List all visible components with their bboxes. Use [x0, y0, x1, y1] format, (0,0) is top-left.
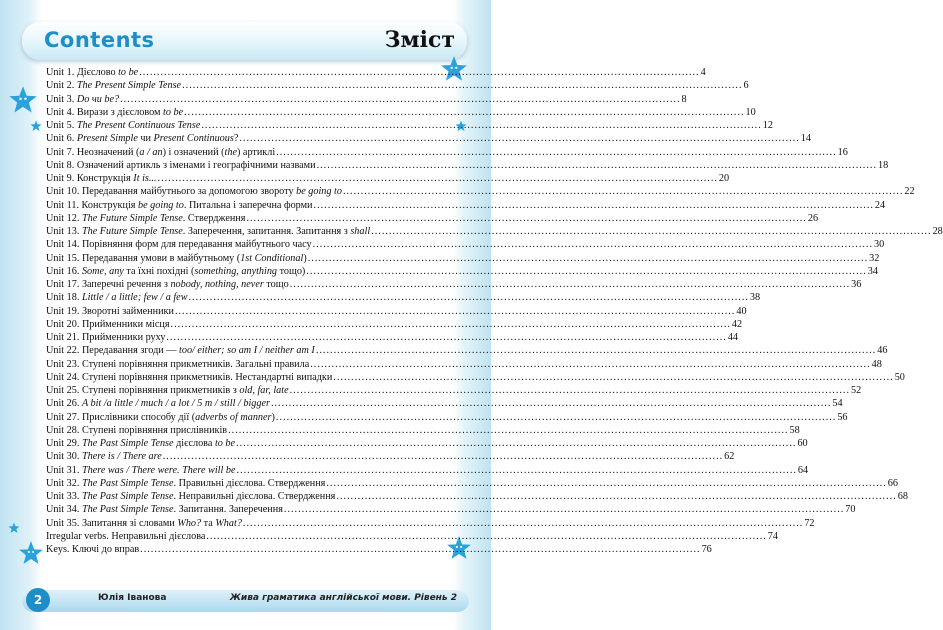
toc-entry-title: Unit 16. Some, any та їхні похідні (something, anything тощо) — [46, 265, 306, 277]
toc-dot-leader — [206, 530, 766, 543]
toc-entry-title: Unit 25. Ступені порівняння прикметників з old, far, late — [46, 385, 289, 396]
star-icon — [30, 120, 42, 132]
toc-entry[interactable] — [46, 331, 739, 344]
toc-dot-leader — [236, 437, 796, 450]
toc-entry[interactable] — [46, 344, 888, 357]
toc-page-number: 36 — [851, 279, 862, 290]
toc-dot-leader — [310, 358, 870, 371]
toc-entry-title: Unit 22. Передавання згоди — too/ either; so am I / neither am I — [46, 345, 315, 357]
toc-page-number: 12 — [762, 120, 773, 131]
toc-entry[interactable] — [46, 66, 706, 79]
toc-page-number: 4 — [700, 67, 706, 78]
toc-page-number: 46 — [877, 345, 888, 357]
toc-entry[interactable] — [46, 212, 819, 225]
toc-dot-leader — [139, 66, 699, 79]
toc-entry[interactable] — [46, 450, 735, 463]
toc-page-number: 56 — [837, 411, 848, 423]
toc-page-number: 38 — [749, 292, 761, 304]
toc-entry[interactable] — [46, 318, 743, 331]
toc-entry-title: Unit 5. The Present Continuous Tense — [46, 120, 201, 131]
page-title-ua: Зміст — [384, 27, 455, 53]
toc-dot-leader — [336, 490, 896, 503]
toc-entry-title: Unit 23. Ступені порівняння прикметників. Загальні правила — [46, 358, 310, 370]
toc-entry-title: Unit 34. The Past Simple Tense. Запитання. Заперечення — [46, 504, 283, 516]
toc-entry-title: Keys. Ключі до вправ — [46, 544, 140, 555]
toc-entry-title: Irregular verbs. Неправильні дієслова — [46, 530, 206, 542]
toc-dot-leader — [271, 397, 831, 410]
toc-entry-title: Unit 24. Ступені порівняння прикметників. Нестандартні випадки — [46, 371, 333, 383]
toc-dot-leader — [371, 225, 931, 238]
toc-dot-leader — [306, 265, 866, 278]
toc-entry[interactable] — [46, 543, 712, 556]
toc-dot-leader — [317, 159, 877, 172]
toc-page-number: 68 — [897, 491, 908, 502]
toc-entry[interactable] — [46, 305, 747, 318]
toc-dot-leader — [333, 371, 893, 384]
toc-entry[interactable] — [46, 490, 908, 503]
toc-page-number: 26 — [807, 212, 819, 224]
toc-dot-leader — [290, 384, 850, 397]
toc-entry[interactable] — [46, 146, 848, 159]
toc-dot-leader — [239, 132, 799, 145]
toc-dot-leader — [316, 344, 876, 357]
toc-entry[interactable] — [46, 79, 749, 92]
toc-entry-title: Unit 18. Little / a little; few / a few — [46, 292, 188, 304]
toc-entry-title: Unit 28. Ступені порівняння прислівників — [46, 424, 228, 436]
footer-author: Юлія Іванова — [98, 593, 167, 603]
toc-entry-title: Unit 4. Вирази з дієсловом to be — [46, 106, 184, 118]
toc-page-number: 6 — [743, 80, 749, 92]
toc-dot-leader — [228, 424, 788, 437]
toc-page-number: 48 — [871, 358, 882, 370]
toc-dot-leader — [290, 278, 850, 291]
toc-dot-leader — [246, 212, 806, 225]
toc-entry-title: Unit 20. Прийменники місця — [46, 318, 170, 330]
toc-entry[interactable] — [46, 265, 878, 278]
page-number: 2 — [26, 588, 50, 612]
toc-entry-title: Unit 9. Конструкція It is... — [46, 173, 157, 184]
toc-page-number: 70 — [845, 504, 856, 516]
toc-page-number: 58 — [789, 424, 800, 436]
toc-page-number: 22 — [904, 186, 915, 198]
toc-entry-title: Unit 12. The Future Simple Tense. Ствердження — [46, 212, 246, 224]
toc-page-number: 42 — [731, 318, 743, 330]
toc-page-number: 28 — [932, 226, 943, 237]
star-icon — [8, 85, 38, 115]
toc-dot-leader — [308, 252, 868, 265]
toc-entry-title: Unit 14. Порівняння форм для передавання майбутнього часу — [46, 239, 312, 251]
toc-entry-title: Unit 6. Present Simple чи Present Continuous? — [46, 133, 239, 145]
toc-entry[interactable] — [46, 384, 862, 397]
toc-entry[interactable] — [46, 358, 882, 371]
toc-entry[interactable] — [46, 132, 811, 145]
toc-dot-leader — [158, 172, 718, 185]
toc-entry[interactable] — [46, 477, 898, 490]
toc-page-number: 50 — [894, 371, 905, 383]
toc-entry[interactable] — [46, 172, 730, 185]
toc-page-number: 8 — [681, 93, 687, 105]
star-icon — [8, 522, 20, 534]
toc-entry[interactable] — [46, 411, 848, 424]
toc-entry-title: Unit 32. The Past Simple Tense. Правильні дієслова. Ствердження — [46, 477, 326, 489]
toc-entry-title: Unit 1. Дієслово to be — [46, 67, 139, 78]
toc-entry[interactable] — [46, 397, 843, 410]
toc-entry-title: Unit 11. Конструкція be going to. Питальна і заперечна форми — [46, 199, 313, 211]
toc-entry-title: Unit 26. A bit /a little / much / a lot / 5 m / still / bigger — [46, 398, 270, 410]
toc-page-number: 14 — [800, 133, 811, 145]
toc-page-number: 52 — [851, 385, 862, 396]
footer-book-title: Жива граматика англійської мови. Рівень 2 — [229, 593, 457, 603]
toc-dot-leader — [201, 119, 761, 132]
toc-entry[interactable] — [46, 517, 815, 530]
toc-dot-leader — [326, 477, 886, 490]
toc-entry[interactable] — [46, 93, 687, 106]
toc-page-number: 44 — [727, 332, 739, 343]
toc-dot-leader — [276, 146, 836, 159]
toc-entry[interactable] — [46, 278, 862, 291]
toc-entry-title: Unit 10. Передавання майбутнього за допомогою звороту be going to — [46, 186, 342, 198]
page-title-en: Contents — [44, 28, 155, 52]
toc-entry[interactable] — [46, 199, 886, 212]
toc-page-number: 16 — [837, 146, 848, 158]
toc-dot-leader — [237, 464, 797, 477]
toc-dot-leader — [120, 93, 680, 106]
toc-dot-leader — [166, 331, 726, 344]
toc-dot-leader — [171, 318, 731, 331]
toc-page-number: 18 — [877, 159, 889, 171]
toc-entry-title: Unit 35. Запитання зі словами Who? та What? — [46, 517, 242, 529]
toc-dot-leader — [343, 185, 903, 198]
toc-entry[interactable] — [46, 185, 915, 198]
toc-page-number: 76 — [701, 544, 712, 555]
toc-page-number: 20 — [718, 173, 730, 184]
toc-page-number: 62 — [724, 451, 735, 463]
toc-dot-leader — [182, 79, 742, 92]
toc-dot-leader — [163, 450, 723, 463]
toc-entry[interactable] — [46, 119, 773, 132]
toc-entry-title: Unit 17. Заперечні речення з nobody, nothing, never тощо — [46, 279, 289, 290]
toc-entry[interactable] — [46, 238, 885, 251]
star-icon — [18, 540, 44, 566]
toc-entry[interactable] — [46, 464, 809, 477]
toc-dot-leader — [189, 291, 749, 304]
toc-entry-title: Unit 7. Неозначений (a / an) і означений (the) артиклі — [46, 146, 276, 158]
toc-entry-title: Unit 31. There was / There were. There will be — [46, 464, 236, 476]
toc-page-number: 10 — [745, 106, 756, 118]
toc-page-number: 30 — [874, 239, 885, 251]
toc-entry-title: Unit 13. The Future Simple Tense. Заперечення, запитання. Запитання з shall — [46, 226, 371, 237]
toc-entry-title: Unit 29. The Past Simple Tense дієслова to be — [46, 438, 236, 449]
toc-entry[interactable] — [46, 503, 856, 516]
toc-entry-title: Unit 33. The Past Simple Tense. Неправильні дієслова. Ствердження — [46, 491, 336, 502]
toc-entry[interactable] — [46, 252, 880, 265]
toc-page-number: 60 — [797, 438, 808, 449]
toc-dot-leader — [313, 238, 873, 251]
toc-entry-title: Unit 2. The Present Simple Tense — [46, 80, 182, 92]
toc-dot-leader — [284, 503, 844, 516]
toc-page-number: 32 — [869, 252, 880, 264]
toc-dot-leader — [243, 517, 803, 530]
toc-page-number: 40 — [736, 305, 747, 317]
toc-entry-title: Unit 3. Do чи be? — [46, 93, 120, 105]
toc-entry[interactable] — [46, 530, 778, 543]
toc-entry[interactable] — [46, 291, 761, 304]
toc-entry[interactable] — [46, 159, 889, 172]
toc-page-number: 64 — [797, 464, 809, 476]
toc-page-number: 72 — [804, 517, 815, 529]
toc-dot-leader — [184, 106, 744, 119]
toc-entry[interactable] — [46, 424, 800, 437]
toc-entry-title: Unit 30. There is / There are — [46, 451, 162, 463]
toc-page-number: 34 — [867, 265, 878, 277]
toc-page-number: 74 — [767, 530, 778, 542]
toc-entry[interactable] — [46, 225, 943, 238]
toc-page-number: 54 — [832, 398, 843, 410]
toc-entry-title: Unit 21. Прийменники руху — [46, 332, 166, 343]
toc-dot-leader — [175, 305, 735, 318]
toc-entry[interactable] — [46, 371, 905, 384]
toc-dot-leader — [276, 411, 836, 424]
toc-dot-leader — [314, 199, 874, 212]
toc-entry-title: Unit 19. Зворотні займенники — [46, 305, 174, 317]
toc-entry[interactable] — [46, 106, 756, 119]
toc-entry[interactable] — [46, 437, 808, 450]
toc-page-number: 24 — [874, 199, 886, 211]
toc-dot-leader — [140, 543, 700, 556]
toc-page-number: 66 — [887, 477, 898, 489]
table-of-contents — [46, 66, 943, 556]
toc-entry-title: Unit 15. Передавання умови в майбутньому (1st Conditional) — [46, 252, 307, 264]
toc-entry-title: Unit 27. Прислівники способу дії (adverbs of manner) — [46, 411, 275, 423]
toc-entry-title: Unit 8. Означений артикль з іменами і географічними назвами — [46, 159, 316, 171]
